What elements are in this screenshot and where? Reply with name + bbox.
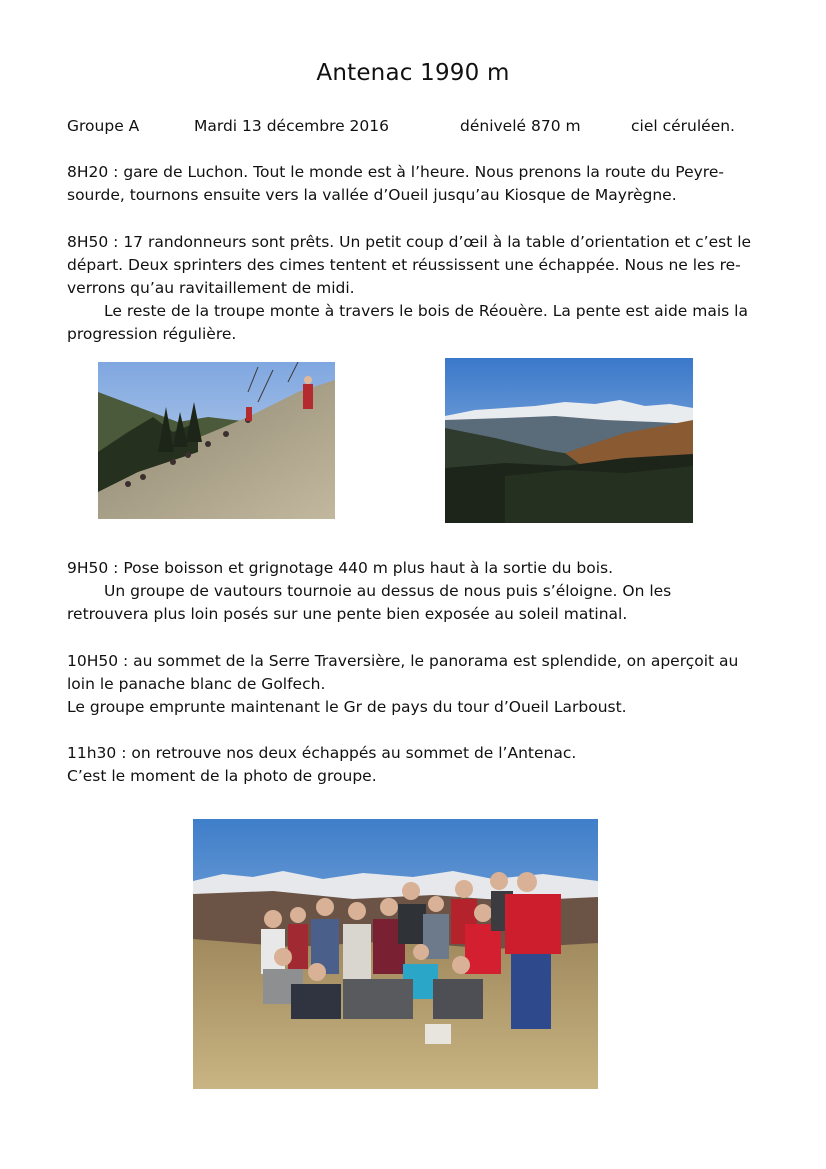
elevation-label: dénivelé 870 m xyxy=(460,117,581,135)
paragraph-10h50: 10H50 : au sommet de la Serre Traversière, le panorama est splendide, on aperçoit au loin le panache blanc de Golfech. xyxy=(67,652,739,693)
paragraph-gr-route: Le groupe emprunte maintenant le Gr de pays du tour d’Oueil Larboust. xyxy=(67,698,627,716)
hikers-climbing-grassy-slope-icon xyxy=(98,362,335,519)
paragraph-forest: Le reste de la troupe monte à travers le bois de Réouère. La pente est aide mais la progression régulière. xyxy=(67,302,748,343)
mountain-valley-panorama-icon xyxy=(445,358,693,523)
paragraph-9h50: 9H50 : Pose boisson et grignotage 440 m plus haut à la sortie du bois. xyxy=(67,559,614,577)
date-label: Mardi 13 décembre 2016 xyxy=(194,117,390,135)
page-title: Antenac 1990 m xyxy=(316,60,510,86)
group-photo-on-summit-icon xyxy=(193,819,598,1089)
paragraph-8h20: 8H20 : gare de Luchon. Tout le monde est à l’heure. Nous prenons la route du Peyre-sourde, tournons ensuite vers la vallée d’Oueil jusqu’au Kiosque de Mayrègne. xyxy=(67,163,724,204)
paragraph-11h30: 11h30 : on retrouve nos deux échappés au sommet de l’Antenac. xyxy=(67,744,577,762)
paragraph-group-photo: C’est le moment de la photo de groupe. xyxy=(67,767,377,785)
sky-label: ciel céruléen. xyxy=(631,117,735,135)
paragraph-8h50: 8H50 : 17 randonneurs sont prêts. Un petit coup d’œil à la table d’orientation et c’est le départ. Deux sprinters des cimes tentent et réussissent une échappée. Nous ne les re-verrons qu’au ravitaillement de midi. xyxy=(67,233,752,297)
paragraph-vultures: Un groupe de vautours tournoie au dessus de nous puis s’éloigne. On les retrouvera plus loin posés sur une pente bien exposée au soleil matinal. xyxy=(67,582,672,623)
group-label: Groupe A xyxy=(67,117,140,135)
